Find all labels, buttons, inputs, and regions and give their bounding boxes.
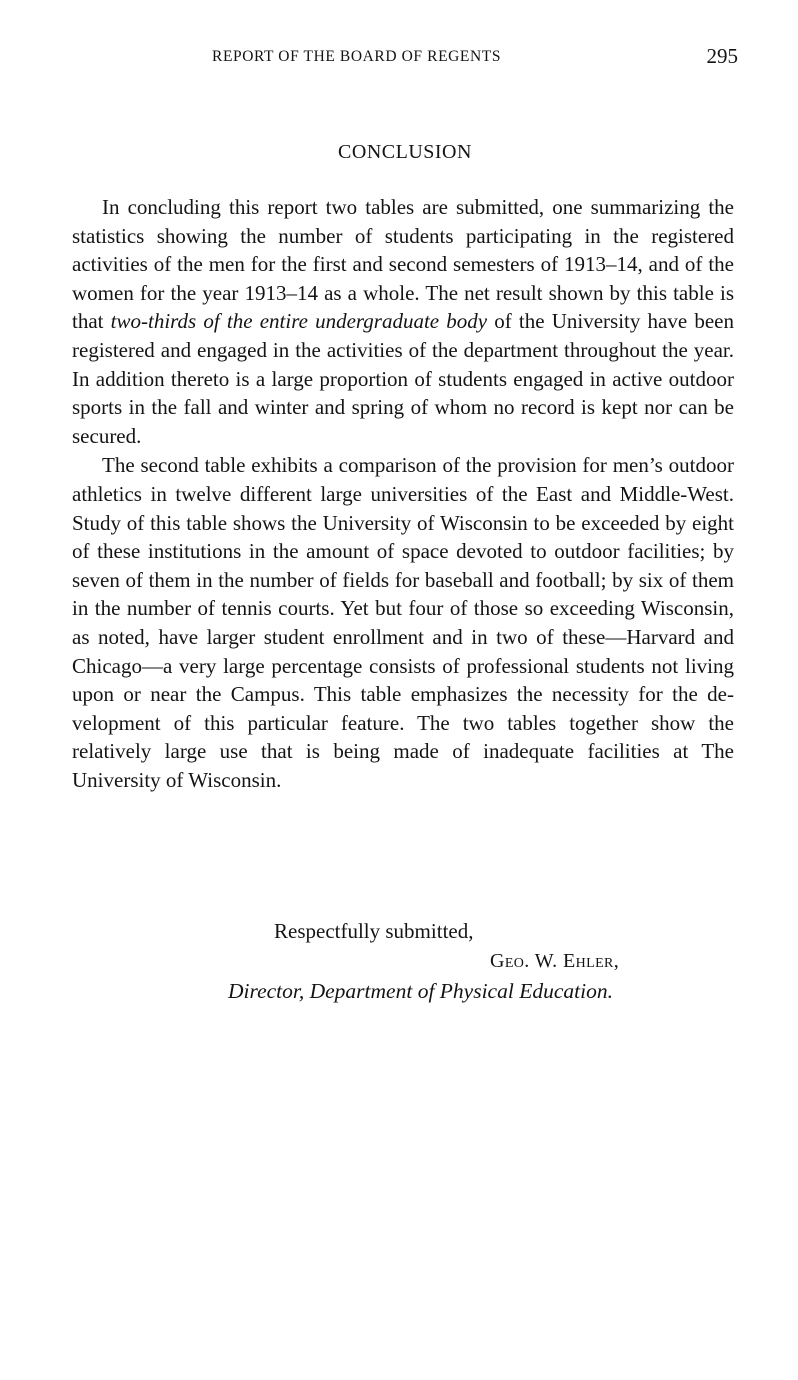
running-head bbox=[70, 44, 740, 74]
body-text bbox=[72, 193, 734, 794]
paragraph-1-text: In concluding this report two tables are submitted, one summarizing the statistics showing the number of students participating in the registered activities of the men for the first and second semesters of 1913–14, and of the women for the year 1913–14 as a whole. The net result shown by this table is that bbox=[72, 195, 734, 334]
paragraph-1-emphasis: two-thirds of the entire undergraduate body bbox=[110, 309, 488, 334]
paragraph-1-text-continued: of the University have been registered and engaged in the activities of the department throughout the year. In addition thereto is a large proportion of students engaged in active outdoor sports in the fall and winter and spring of whom no record is kept nor can be secured. bbox=[72, 309, 734, 448]
page-number: 295 bbox=[706, 44, 738, 68]
signatory-name: Geo. W. Ehler, bbox=[490, 950, 620, 972]
paragraph-1 bbox=[72, 193, 734, 450]
section-title: CONCLUSION bbox=[338, 141, 472, 163]
paragraph-2: The second table exhibits a comparison of the provision for men’s outdoor athletics in twelve different large universities of the East and Middle-West. Study of this table shows the University of Wisconsin to be exceeded by eight of these institutions in the amount of space devoted to outdoor facilities; by seven of them in the number of fields for baseball and football; by six of them in the number of tennis courts. Yet but four of those so exceeding Wisconsin, as noted, have larger student enrollment and in two of these—Harvard and Chicago—a very large percentage consists of professional students not living upon or near the Campus. This table emphasizes the necessity for the development of this particular feature. The two tables together show the relatively large use that is being made of inadequate facilities at The University of Wisconsin. bbox=[72, 453, 734, 792]
closing-salutation: Respectfully submitted, bbox=[274, 919, 474, 943]
signatory-title: Director, Department of Physical Education. bbox=[228, 979, 613, 1003]
running-title: REPORT OF THE BOARD OF REGENTS bbox=[212, 48, 502, 65]
